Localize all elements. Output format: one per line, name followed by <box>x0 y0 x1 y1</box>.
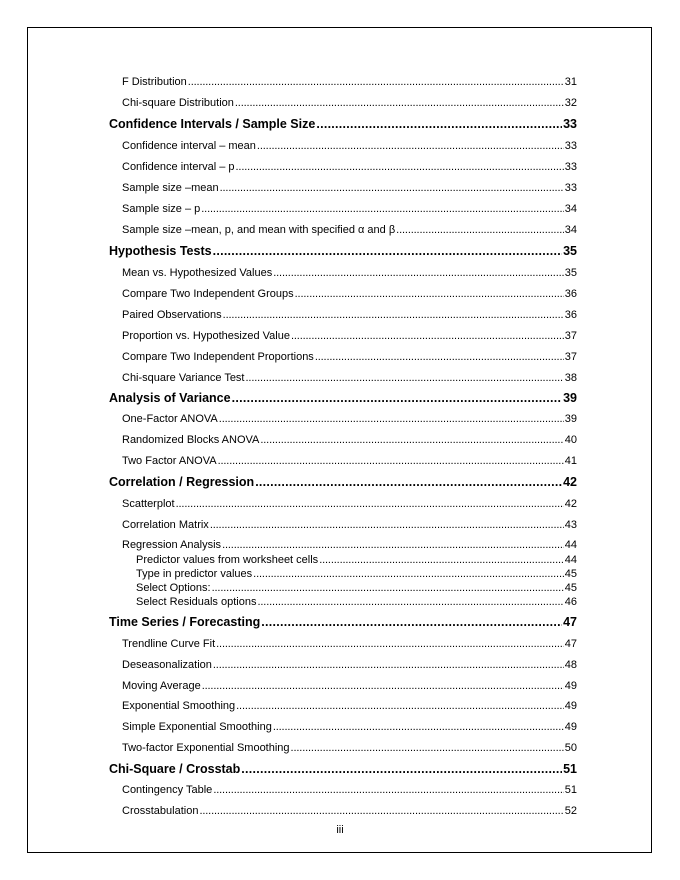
toc-entry-page: 33 <box>563 117 577 131</box>
toc-entry[interactable] <box>122 432 577 448</box>
toc-entry-title: Correlation / Regression <box>109 475 255 489</box>
toc-entry-title: Mean vs. Hypothesized Values <box>122 267 273 279</box>
dot-leader <box>213 657 564 673</box>
toc-entry[interactable] <box>122 496 577 512</box>
toc-entry-page: 45 <box>564 568 577 580</box>
dot-leader <box>232 390 563 406</box>
toc-entry-page: 39 <box>564 413 577 425</box>
dot-leader <box>210 517 564 533</box>
toc-entry-title: Confidence interval – p <box>122 161 235 173</box>
toc-entry[interactable] <box>122 719 577 735</box>
toc-entry[interactable] <box>122 740 577 756</box>
dot-leader <box>235 95 564 111</box>
toc-section-heading[interactable] <box>109 474 577 490</box>
page-number: iii <box>336 824 344 836</box>
toc-entry-title: Scatterplot <box>122 498 175 510</box>
toc-entry[interactable] <box>122 222 577 238</box>
toc-entry-title: Type in predictor values <box>136 568 253 580</box>
dot-leader <box>396 222 564 238</box>
toc-entry[interactable] <box>122 201 577 217</box>
toc-entry-page: 47 <box>563 615 577 629</box>
toc-entry-title: Regression Analysis <box>122 539 222 551</box>
toc-entry-title: Predictor values from worksheet cells <box>136 554 319 566</box>
dot-leader <box>188 74 564 90</box>
toc-entry-page: 32 <box>564 97 577 109</box>
toc-entry-title: One-Factor ANOVA <box>122 413 218 425</box>
dot-leader <box>257 594 563 610</box>
dot-leader <box>201 201 563 217</box>
toc-entry[interactable] <box>122 537 577 553</box>
toc-entry-title: Sample size – p <box>122 203 201 215</box>
dot-leader <box>273 265 564 281</box>
dot-leader <box>218 453 564 469</box>
toc-entry[interactable] <box>122 307 577 323</box>
toc-entry[interactable] <box>122 370 577 386</box>
toc-entry[interactable] <box>122 678 577 694</box>
toc-entry-page: 52 <box>564 805 577 817</box>
toc-entry-page: 35 <box>563 244 577 258</box>
toc-entry-page: 51 <box>563 762 577 776</box>
toc-entry[interactable] <box>122 74 577 90</box>
toc-entry-title: Two-factor Exponential Smoothing <box>122 742 290 754</box>
toc-entry-page: 31 <box>564 76 577 88</box>
toc-entry-title: Compare Two Independent Proportions <box>122 351 314 363</box>
dot-leader <box>223 307 564 323</box>
dot-leader <box>316 116 562 132</box>
toc-entry-page: 40 <box>564 434 577 446</box>
toc-entry-title: Confidence Intervals / Sample Size <box>109 117 316 131</box>
toc-entry-title: Time Series / Forecasting <box>109 615 261 629</box>
toc-entry-title: Sample size –mean, p, and mean with specified α and β <box>122 224 396 236</box>
toc-entry-page: 49 <box>564 680 577 692</box>
toc-entry-title: Compare Two Independent Groups <box>122 288 294 300</box>
toc-entry-title: Select Options: <box>136 582 211 594</box>
toc-entry[interactable] <box>122 138 577 154</box>
toc-entry-title: Paired Observations <box>122 309 222 321</box>
toc-entry-page: 36 <box>564 288 577 300</box>
toc-entry-page: 42 <box>564 498 577 510</box>
toc-entry[interactable] <box>122 657 577 673</box>
toc-entry-title: Trendline Curve Fit <box>122 638 216 650</box>
toc-entry-title: Moving Average <box>122 680 201 692</box>
toc-entry-title: Select Residuals options <box>136 596 257 608</box>
toc-entry-page: 48 <box>564 659 577 671</box>
toc-entry-title: Simple Exponential Smoothing <box>122 721 272 733</box>
dot-leader <box>176 496 564 512</box>
toc-entry-page: 34 <box>564 203 577 215</box>
toc-entry[interactable] <box>136 594 577 610</box>
toc-entry-page: 42 <box>563 475 577 489</box>
dot-leader <box>236 698 564 714</box>
toc-entry-page: 37 <box>564 330 577 342</box>
dot-leader <box>246 370 564 386</box>
toc-entry[interactable] <box>122 517 577 533</box>
toc-entry-page: 33 <box>564 140 577 152</box>
toc-entry[interactable] <box>122 159 577 175</box>
toc-entry-page: 45 <box>564 582 577 594</box>
toc-entry-page: 37 <box>564 351 577 363</box>
toc-entry-page: 33 <box>564 161 577 173</box>
toc-section-heading[interactable] <box>109 390 577 406</box>
toc-entry-title: Crosstabulation <box>122 805 199 817</box>
toc-entry-title: Chi-square Variance Test <box>122 372 245 384</box>
toc-entry-page: 51 <box>564 784 577 796</box>
toc-entry-title: Deseasonalization <box>122 659 212 671</box>
dot-leader <box>315 349 564 365</box>
toc-entry-page: 47 <box>564 638 577 650</box>
toc-entry-page: 49 <box>564 721 577 733</box>
toc-entry-page: 38 <box>564 372 577 384</box>
toc-entry-title: Proportion vs. Hypothesized Value <box>122 330 290 342</box>
dot-leader <box>273 719 564 735</box>
toc-entry-title: Analysis of Variance <box>109 391 231 405</box>
toc-entry-page: 34 <box>564 224 577 236</box>
toc-entry-page: 35 <box>564 267 577 279</box>
toc-entry-page: 43 <box>564 519 577 531</box>
dot-leader <box>202 678 564 694</box>
dot-leader <box>260 432 563 448</box>
dot-leader <box>213 243 563 259</box>
toc-entry-title: Confidence interval – mean <box>122 140 256 152</box>
dot-leader <box>220 180 564 196</box>
toc-entry[interactable] <box>122 698 577 714</box>
toc-entry-page: 44 <box>564 539 577 551</box>
dot-leader <box>219 411 564 427</box>
toc-entry[interactable] <box>122 95 577 111</box>
toc-entry-title: Two Factor ANOVA <box>122 455 217 467</box>
toc-entry-page: 50 <box>564 742 577 754</box>
toc-entry-page: 46 <box>564 596 577 608</box>
toc-section-heading[interactable] <box>109 116 577 132</box>
toc-entry-title: F Distribution <box>122 76 187 88</box>
toc-entry-title: Chi-square Distribution <box>122 97 234 109</box>
toc-entry[interactable] <box>122 803 577 819</box>
toc-entry[interactable] <box>122 349 577 365</box>
toc-entry-title: Correlation Matrix <box>122 519 209 531</box>
toc-entry-title: Hypothesis Tests <box>109 244 212 258</box>
dot-leader <box>255 474 562 490</box>
toc-entry[interactable] <box>122 286 577 302</box>
toc-entry-page: 49 <box>564 700 577 712</box>
toc-entry-title: Chi-Square / Crosstab <box>109 762 241 776</box>
dot-leader <box>261 614 562 630</box>
dot-leader <box>291 740 564 756</box>
toc-entry[interactable] <box>122 411 577 427</box>
toc-section-heading[interactable] <box>109 761 577 777</box>
toc-entry-title: Exponential Smoothing <box>122 700 236 712</box>
toc-entry[interactable] <box>122 265 577 281</box>
toc-entry-title: Sample size –mean <box>122 182 219 194</box>
toc-entry[interactable] <box>122 180 577 196</box>
dot-leader <box>257 138 564 154</box>
dot-leader <box>199 803 563 819</box>
toc-entry[interactable] <box>122 328 577 344</box>
dot-leader <box>291 328 564 344</box>
toc-entry[interactable] <box>122 782 577 798</box>
toc-entry-page: 33 <box>564 182 577 194</box>
dot-leader <box>295 286 564 302</box>
toc-section-heading[interactable] <box>109 614 577 630</box>
toc-entry-page: 39 <box>563 391 577 405</box>
toc-entry[interactable] <box>122 636 577 652</box>
dot-leader <box>216 636 564 652</box>
toc-entry-page: 36 <box>564 309 577 321</box>
dot-leader <box>213 782 563 798</box>
dot-leader <box>241 761 562 777</box>
toc-entry-page: 41 <box>564 455 577 467</box>
dot-leader <box>236 159 564 175</box>
dot-leader <box>222 537 564 553</box>
toc-section-heading[interactable] <box>109 243 577 259</box>
toc-entry-page: 44 <box>564 554 577 566</box>
toc-entry-title: Randomized Blocks ANOVA <box>122 434 260 446</box>
toc-entry[interactable] <box>122 453 577 469</box>
toc-entry-title: Contingency Table <box>122 784 213 796</box>
